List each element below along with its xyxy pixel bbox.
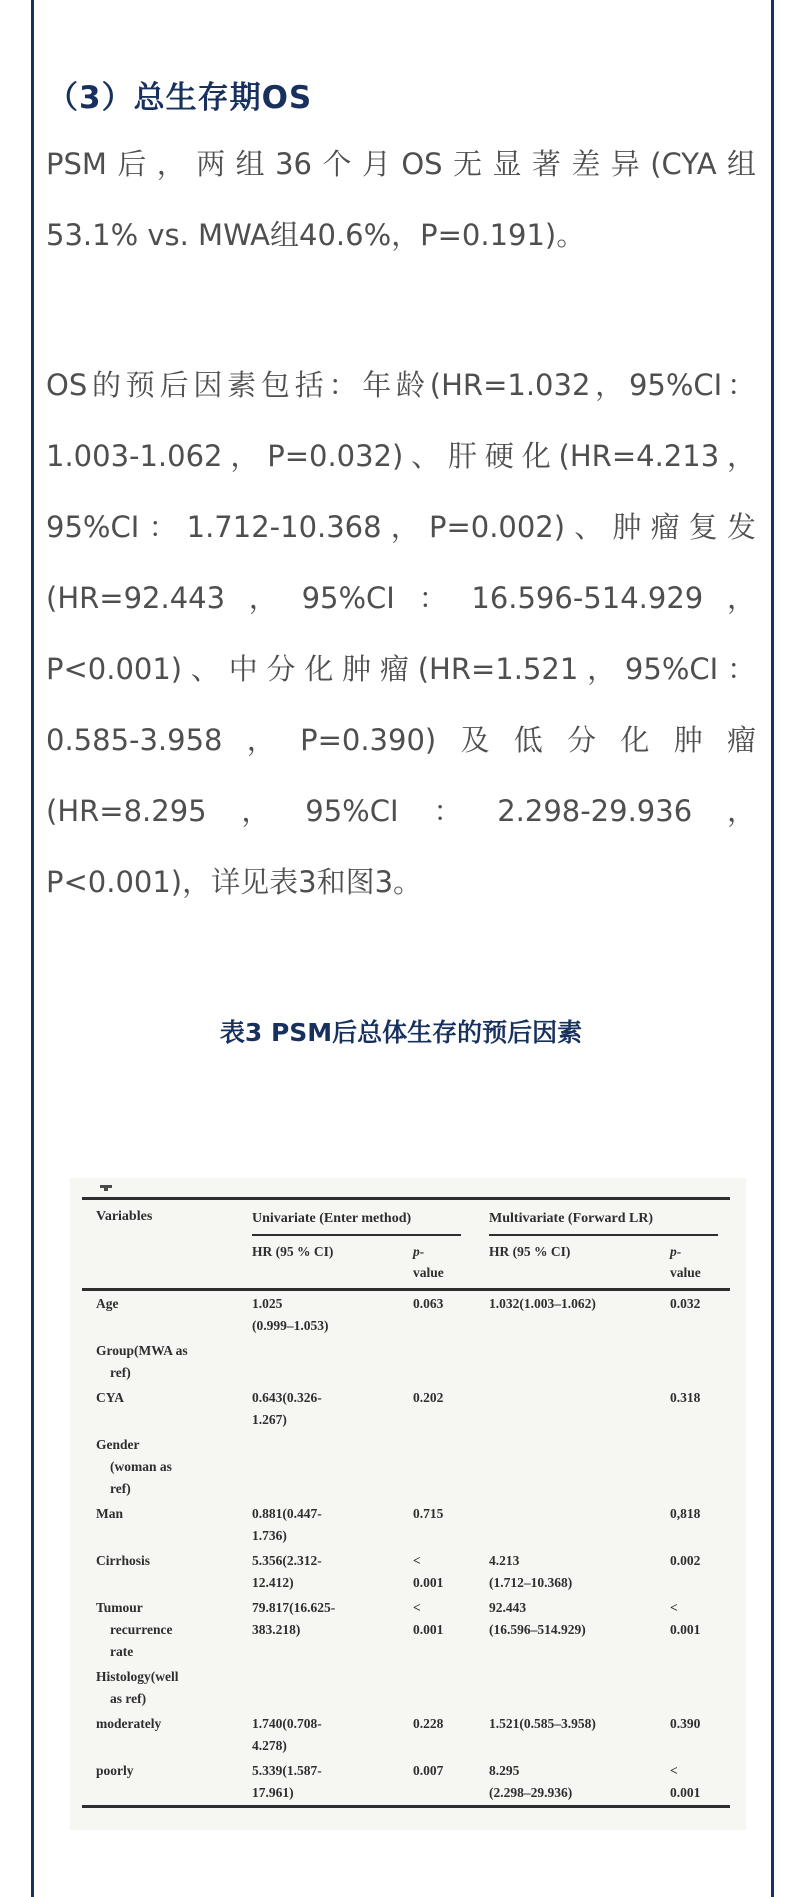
text-line: PSM后，两组36个月OS无显著差异(CYA组: [46, 147, 756, 181]
table-cell-line: 1.740(0.708-: [252, 1716, 322, 1731]
table-cell-line: (2.298–29.936): [489, 1785, 573, 1800]
table-cell-uni_p: [413, 1432, 489, 1501]
table-cell-uni_hr: [252, 1664, 413, 1711]
header-uni-p-line2: value: [413, 1265, 444, 1280]
table-cell-multi_hr: [489, 1338, 670, 1385]
text-line: 1.003-1.062，P=0.032)、肝硬化(HR=4.213，: [46, 439, 756, 473]
table-cell-variable: [82, 1595, 252, 1664]
table-cell-variable: [82, 1711, 252, 1758]
table-cell-variable: [82, 1432, 252, 1501]
text-line: (HR=92.443，95%CI：16.596-514.929，: [46, 581, 756, 615]
table3-scan-region: [70, 1178, 746, 1830]
table-cell-line: 0.007: [413, 1763, 444, 1778]
table-cell-line: <: [670, 1763, 678, 1778]
table-cell-line: 4.278): [252, 1738, 287, 1753]
table-cell-line: 0.032: [670, 1296, 701, 1311]
table-row: [82, 1664, 730, 1711]
table-cell-line: Histology(well: [96, 1669, 179, 1684]
table-cell-multi_p: [670, 1711, 730, 1758]
table-row: [82, 1338, 730, 1385]
table-cell-multi_p: [670, 1548, 730, 1595]
table-cell-line: (1.712–10.368): [489, 1575, 573, 1590]
table-cell-multi_hr: [489, 1385, 670, 1432]
table-cell-multi_hr: [489, 1711, 670, 1758]
table-cell-multi_p: [670, 1595, 730, 1664]
table-row: [82, 1595, 730, 1664]
table-row: [82, 1385, 730, 1432]
table-cell-line: 4.213: [489, 1553, 520, 1568]
table-cell-line: 5.356(2.312-: [252, 1553, 322, 1568]
table-cell-multi_hr: [489, 1595, 670, 1664]
table-cell-line: 0.228: [413, 1716, 444, 1731]
text-line: (HR=8.295，95%CI：2.298-29.936，: [46, 794, 756, 828]
table-cell-line: 0.001: [670, 1785, 701, 1800]
table-cell-variable: [82, 1385, 252, 1432]
table-cell-uni_p: [413, 1290, 489, 1339]
section-heading: （3）总生存期OS: [47, 80, 313, 116]
text-line: OS的预后因素包括：年龄(HR=1.032，95%CI：: [46, 368, 756, 402]
table-cell-line: poorly: [96, 1763, 134, 1778]
table-cell-line: ref): [110, 1481, 131, 1496]
header-univariate-group: [252, 1199, 489, 1237]
table-cell-uni_hr: [252, 1595, 413, 1664]
table-cell-multi_hr: [489, 1501, 670, 1548]
header-multivariate-group: [489, 1199, 730, 1237]
header-uni-p: [413, 1236, 489, 1290]
table-cell-line: Cirrhosis: [96, 1553, 150, 1568]
paragraph-os-prognostic-factors: [46, 350, 756, 918]
table-cell-uni_hr: [252, 1501, 413, 1548]
table-row: [82, 1501, 730, 1548]
table-cell-uni_hr: [252, 1338, 413, 1385]
table-cell-uni_hr: [252, 1432, 413, 1501]
table-cell-line: 1.521(0.585–3.958): [489, 1716, 596, 1731]
table-cell-uni_hr: [252, 1548, 413, 1595]
table-cell-uni_p: [413, 1548, 489, 1595]
table-cell-line: 8.295: [489, 1763, 520, 1778]
table-cell-uni_p: [413, 1595, 489, 1664]
table-cell-uni_hr: [252, 1758, 413, 1807]
table-cell-uni_p: [413, 1664, 489, 1711]
table-cell-variable: [82, 1548, 252, 1595]
table-cell-line: 0.643(0.326-: [252, 1390, 322, 1405]
table-cell-line: 12.412): [252, 1575, 294, 1590]
table-cell-uni_p: [413, 1385, 489, 1432]
table-cell-line: recurrence: [110, 1622, 173, 1637]
table-cell-variable: [82, 1290, 252, 1339]
table-cell-line: (0.999–1.053): [252, 1318, 329, 1333]
table-cell-multi_p: [670, 1664, 730, 1711]
table-cell-line: 79.817(16.625-: [252, 1600, 336, 1615]
table-cell-variable: [82, 1501, 252, 1548]
header-univariate-label: Univariate (Enter method): [252, 1209, 461, 1236]
table-cell-line: Gender: [96, 1437, 140, 1452]
table-cell-line: 0.001: [413, 1575, 444, 1590]
table-cell-line: Man: [96, 1506, 123, 1521]
table-cell-uni_hr: [252, 1711, 413, 1758]
table-cell-line: 0.063: [413, 1296, 444, 1311]
table-cell-line: 0.390: [670, 1716, 701, 1731]
table-cell-line: 0,818: [670, 1506, 701, 1521]
text-line: P<0.001)，详见表3和图3。: [46, 865, 423, 899]
table-cell-variable: [82, 1664, 252, 1711]
page-right-border: [771, 0, 774, 1897]
table-row: [82, 1432, 730, 1501]
table-header: [82, 1199, 730, 1290]
text-line: 0.585-3.958，P=0.390)及低分化肿瘤: [46, 723, 756, 757]
table-cell-uni_hr: [252, 1290, 413, 1339]
table-cell-multi_p: [670, 1501, 730, 1548]
table-cell-line: 1.267): [252, 1412, 287, 1427]
table3-title: 表3 PSM后总体生存的预后因素: [219, 1018, 583, 1047]
header-multi-hr: HR (95 % CI): [489, 1236, 670, 1290]
table-cell-line: <: [413, 1600, 421, 1615]
table-cell-line: 1.032(1.003–1.062): [489, 1296, 596, 1311]
table-cell-line: 0.881(0.447-: [252, 1506, 322, 1521]
table-row: [82, 1548, 730, 1595]
table-cell-uni_hr: [252, 1385, 413, 1432]
table-cell-line: <: [413, 1553, 421, 1568]
header-multi-p-line1: p-: [670, 1244, 682, 1259]
table-row: [82, 1711, 730, 1758]
table-cell-line: (16.596–514.929): [489, 1622, 586, 1637]
table-cell-line: 0.202: [413, 1390, 444, 1405]
table-cell-line: 5.339(1.587-: [252, 1763, 322, 1778]
table-cell-line: 0.318: [670, 1390, 701, 1405]
table-cell-multi_hr: [489, 1664, 670, 1711]
text-line: 53.1% vs. MWA组40.6%，P=0.191)。: [46, 218, 586, 252]
table-cell-line: 0.001: [413, 1622, 444, 1637]
table-cell-line: 1.736): [252, 1528, 287, 1543]
table-cell-line: 0.715: [413, 1506, 444, 1521]
table-cell-line: CYA: [96, 1390, 125, 1405]
table-cell-line: 17.961): [252, 1785, 294, 1800]
header-multi-p: [670, 1236, 730, 1290]
table-cell-line: 92.443: [489, 1600, 527, 1615]
page-left-border: [31, 0, 34, 1897]
table-cell-line: 0.002: [670, 1553, 701, 1568]
table-cell-variable: [82, 1338, 252, 1385]
table-cell-multi_hr: [489, 1548, 670, 1595]
table-cell-multi_p: [670, 1758, 730, 1807]
table-cell-line: 383.218): [252, 1622, 301, 1637]
text-line: P<0.001)、中分化肿瘤(HR=1.521，95%CI：: [46, 652, 756, 686]
table-cell-multi_hr: [489, 1758, 670, 1807]
table-cell-line: Tumour: [96, 1600, 143, 1615]
table-cell-line: ref): [110, 1365, 131, 1380]
table-cell-multi_hr: [489, 1290, 670, 1339]
table-cell-line: Age: [96, 1296, 119, 1311]
table-cell-uni_p: [413, 1711, 489, 1758]
table-cell-uni_p: [413, 1501, 489, 1548]
text-line: 95%CI：1.712-10.368，P=0.002)、肿瘤复发: [46, 510, 756, 544]
table-cell-multi_p: [670, 1290, 730, 1339]
table-cell-line: 1.025: [252, 1296, 283, 1311]
table-row: [82, 1758, 730, 1807]
table-row: [82, 1290, 730, 1339]
prognostic-factors-table: [82, 1197, 730, 1808]
scan-artifact-mark: [100, 1185, 112, 1188]
table-cell-line: <: [670, 1600, 678, 1615]
table-cell-multi_p: [670, 1432, 730, 1501]
table-cell-variable: [82, 1758, 252, 1807]
table-cell-multi_p: [670, 1385, 730, 1432]
header-multivariate-label: Multivariate (Forward LR): [489, 1209, 718, 1236]
table-cell-line: Group(MWA as: [96, 1343, 188, 1358]
header-variables: Variables: [82, 1199, 252, 1290]
table-cell-multi_hr: [489, 1432, 670, 1501]
table-cell-line: moderately: [96, 1716, 162, 1731]
paragraph-os-summary: [46, 129, 756, 271]
table-cell-line: as ref): [110, 1691, 147, 1706]
table-cell-multi_p: [670, 1338, 730, 1385]
table-cell-line: (woman as: [110, 1459, 172, 1474]
table-cell-line: rate: [110, 1644, 134, 1659]
table-cell-line: 0.001: [670, 1622, 701, 1637]
table-cell-uni_p: [413, 1338, 489, 1385]
header-uni-hr: HR (95 % CI): [252, 1236, 413, 1290]
table-body: [82, 1290, 730, 1807]
table-cell-uni_p: [413, 1758, 489, 1807]
header-multi-p-line2: value: [670, 1265, 701, 1280]
header-uni-p-line1: p-: [413, 1244, 425, 1259]
